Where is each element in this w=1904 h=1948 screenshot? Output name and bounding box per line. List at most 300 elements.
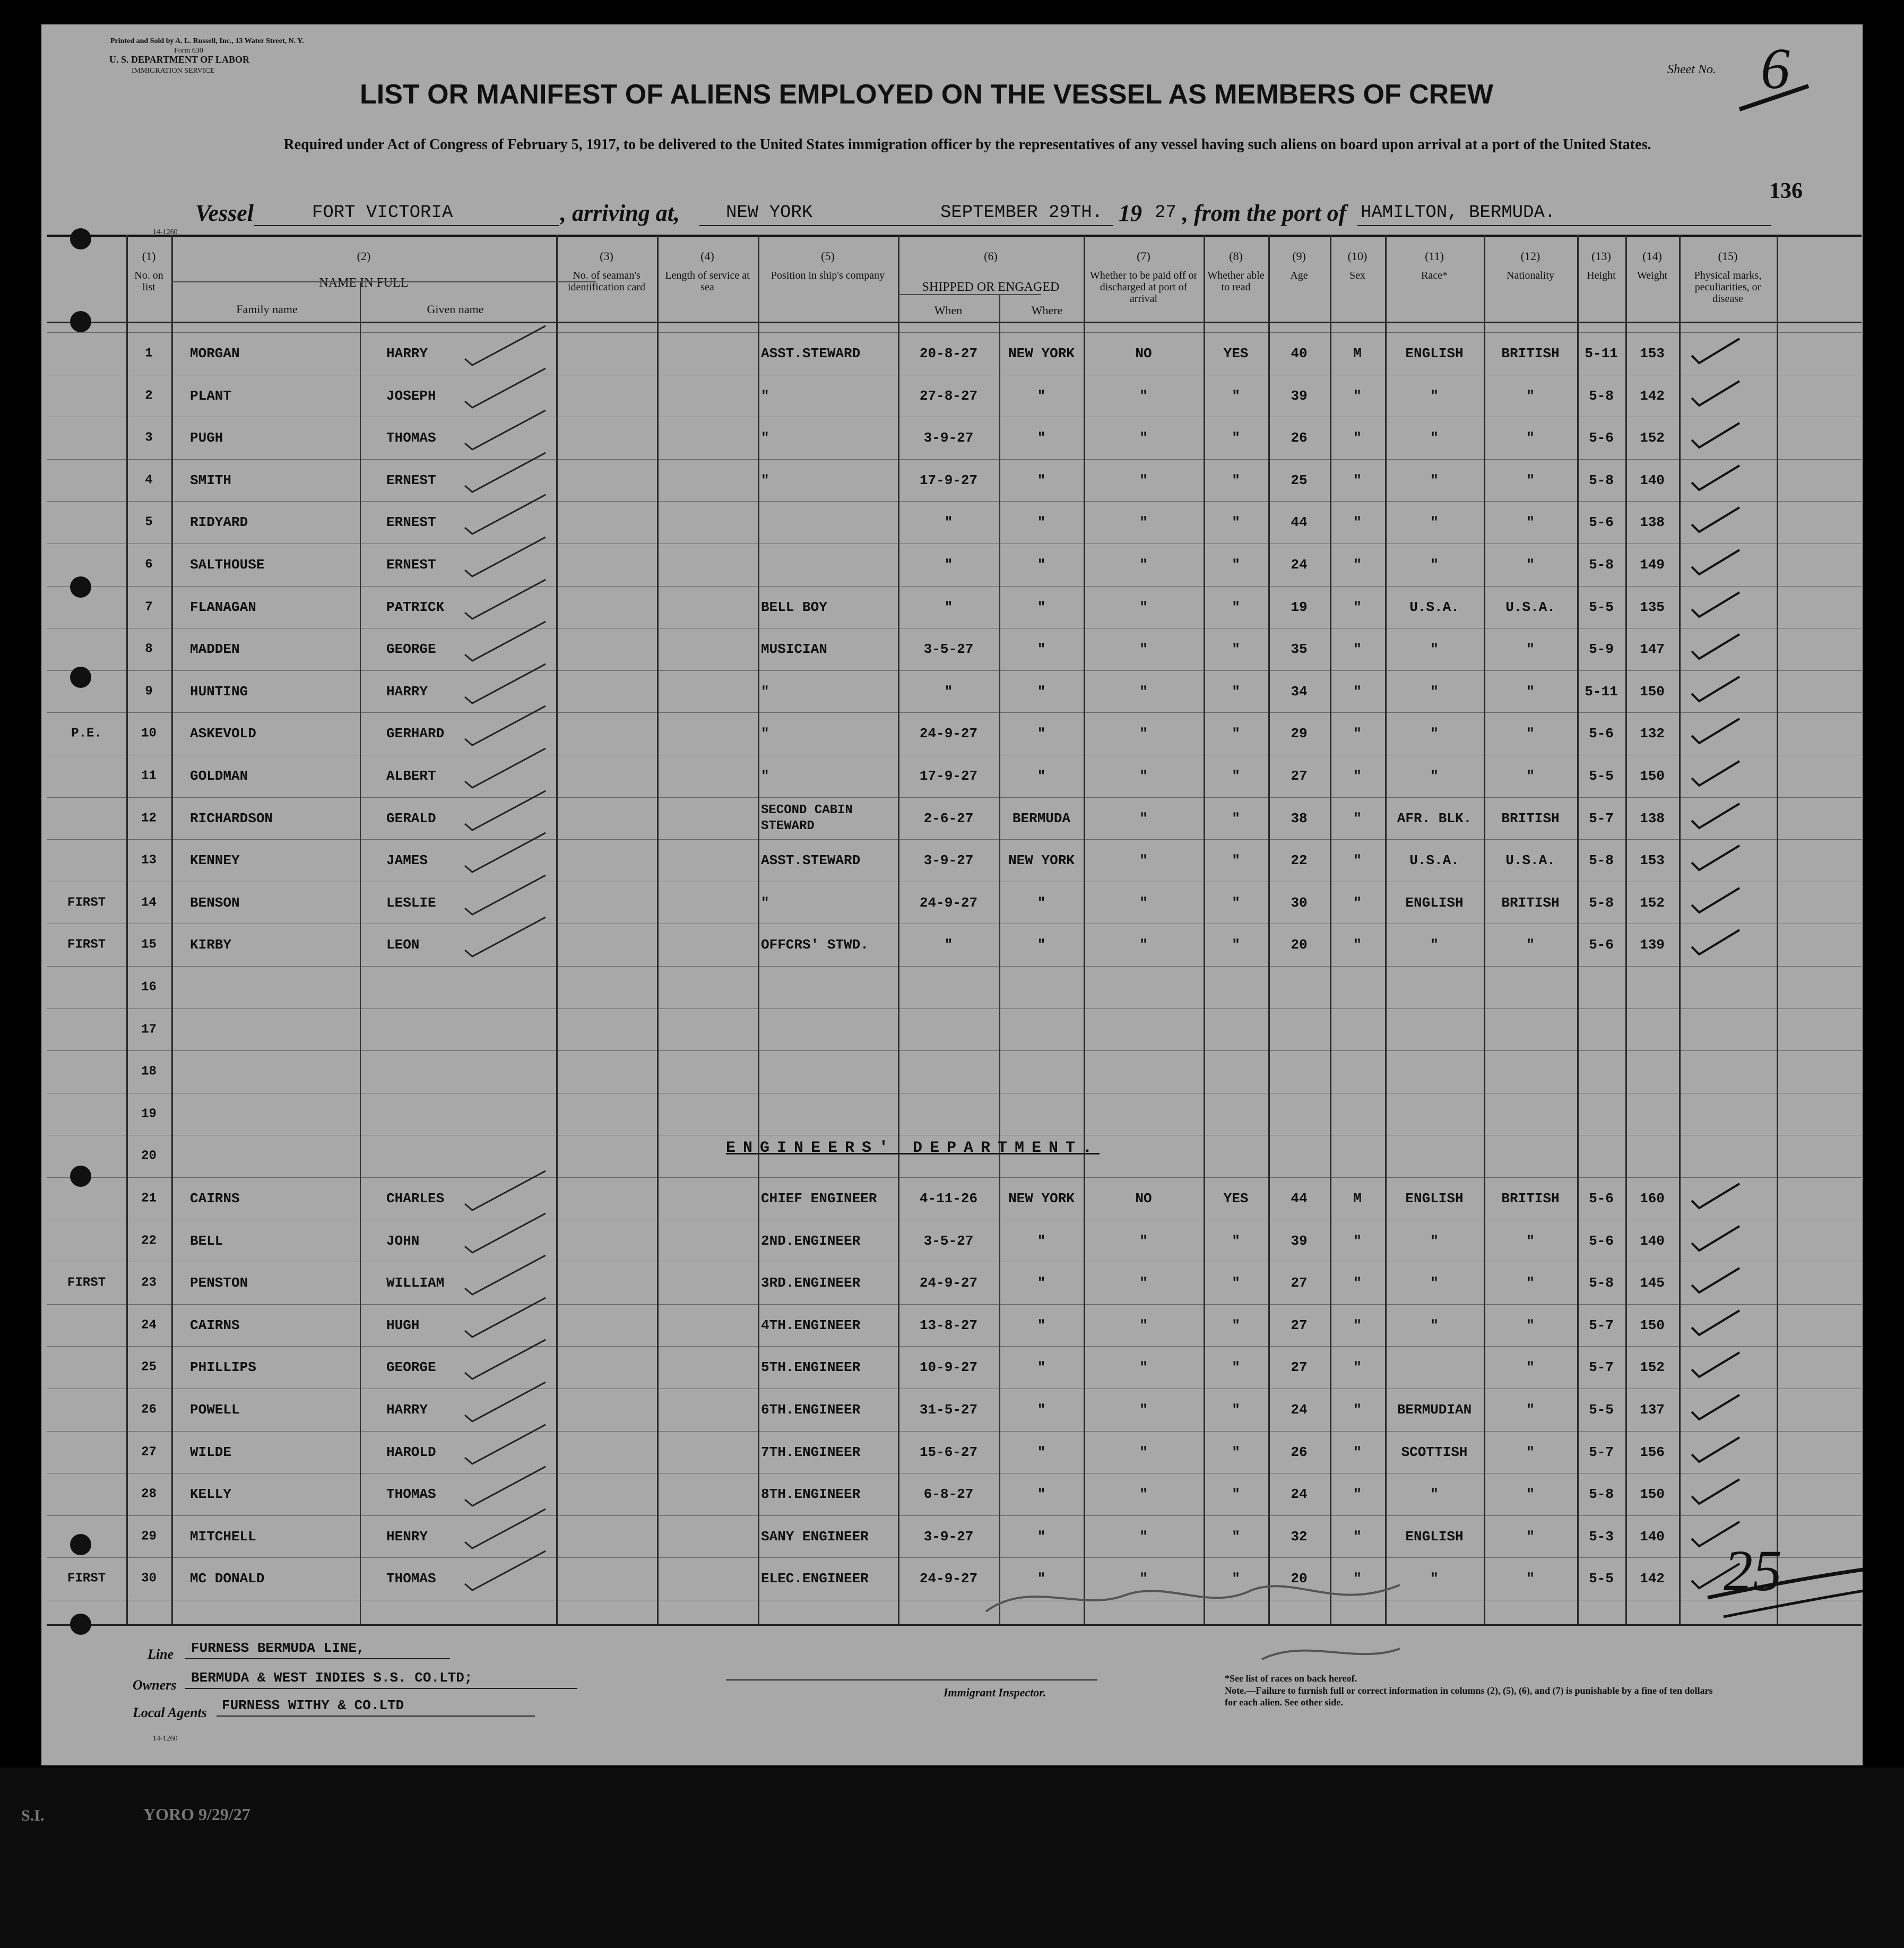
name-check-mark (461, 533, 551, 581)
cell-height: 5-6 (1589, 514, 1614, 531)
cell-nationality: " (1526, 1402, 1535, 1418)
cell-given: HARRY (386, 683, 428, 700)
cell-when: 15-6-27 (919, 1444, 978, 1460)
name-check-mark (461, 1251, 551, 1299)
cell-no: 27 (141, 1445, 157, 1460)
cell-no: 7 (145, 600, 153, 615)
cell-no: 2 (145, 389, 153, 403)
cell-age: 27 (1291, 1359, 1308, 1376)
cell-when: 13-8-27 (919, 1317, 978, 1333)
cell-given: THOMAS (386, 430, 436, 446)
cell-family: WILDE (190, 1444, 232, 1460)
cell-no: 1 (145, 346, 153, 361)
cell-given: THOMAS (386, 1571, 436, 1587)
name-check-mark (461, 449, 551, 496)
cell-family: GOLDMAN (190, 768, 248, 784)
cell-when: 6-8-27 (923, 1486, 974, 1503)
cell-given: PATRICK (386, 599, 445, 615)
cell-given: HUGH (386, 1317, 420, 1333)
cell-given: GEORGE (386, 641, 436, 658)
row-rule (47, 459, 1862, 460)
column-number: (10) (1347, 249, 1368, 263)
cell-race: ENGLISH (1405, 1191, 1464, 1206)
stamp-number: 136 (1769, 179, 1803, 203)
cell-sex: " (1353, 1232, 1362, 1249)
binder-hole (70, 1534, 91, 1555)
row-rule (47, 1515, 1862, 1516)
column-header: Race* (1421, 270, 1448, 281)
cell-paid: NO (1135, 1191, 1152, 1206)
cell-sex: " (1353, 1486, 1362, 1503)
check-mark (1681, 670, 1745, 708)
cell-age: 39 (1291, 1232, 1308, 1249)
cell-race: ENGLISH (1405, 346, 1464, 361)
cell-race: " (1430, 472, 1439, 488)
cell-weight: 153 (1640, 852, 1665, 869)
owners-value: BERMUDA & WEST INDIES S.S. CO.LTD; (191, 1670, 473, 1686)
cell-when: 3-5-27 (923, 641, 974, 658)
cell-height: 5-3 (1589, 1528, 1614, 1545)
row-rule (47, 839, 1862, 840)
cell-age: 22 (1291, 852, 1308, 869)
cell-margin: FIRST (67, 937, 106, 952)
cell-where: NEW YORK (1008, 852, 1075, 869)
cell-position: 6TH.ENGINEER (761, 1402, 861, 1418)
cell-height: 5-8 (1589, 1486, 1614, 1503)
column-header: NAME IN FULL (319, 276, 409, 290)
name-check-mark (461, 787, 551, 834)
cell-nationality: " (1526, 726, 1535, 742)
name-check-mark (461, 660, 551, 708)
column-number: (7) (1137, 249, 1150, 263)
cell-when: 17-9-27 (919, 768, 978, 784)
cell-family: MADDEN (190, 641, 240, 658)
cell-no: 17 (141, 1022, 157, 1037)
cell-weight: 147 (1640, 641, 1665, 658)
binder-hole (70, 576, 91, 598)
column-header: Height (1587, 270, 1616, 281)
cell-nationality: " (1526, 683, 1535, 700)
cell-read: " (1232, 1528, 1240, 1545)
subheader-given: Given name (427, 303, 484, 316)
cell-sex: " (1353, 1275, 1362, 1291)
cell-where: NEW YORK (1008, 1191, 1075, 1206)
cell-read: " (1232, 1444, 1240, 1460)
cell-when: 4-11-26 (919, 1191, 978, 1206)
cell-position: " (761, 683, 769, 700)
cell-paid: " (1139, 1571, 1148, 1587)
cell-when: 24-9-27 (919, 1571, 978, 1587)
cell-family: RIDYARD (190, 514, 248, 531)
name-check-mark (461, 1335, 551, 1383)
cell-given: LESLIE (386, 894, 436, 911)
column-number: (15) (1718, 249, 1738, 263)
cell-when: " (944, 557, 953, 573)
cell-where: " (1037, 683, 1046, 700)
cell-race: " (1430, 1232, 1439, 1249)
cell-family: MC DONALD (190, 1571, 265, 1587)
page-title: LIST OR MANIFEST OF ALIENS EMPLOYED ON THE VESSEL AS MEMBERS OF CREW (360, 79, 1493, 110)
cell-no: 16 (141, 980, 157, 995)
cell-age: 44 (1291, 514, 1308, 531)
cell-position: " (761, 430, 769, 446)
subheader-family: Family name (236, 303, 298, 316)
cell-age: 27 (1291, 1317, 1308, 1333)
cell-when: 2-6-27 (923, 810, 974, 826)
cell-weight: 153 (1640, 346, 1665, 361)
penalty-note: Note.—Failure to furnish full or correct information in columns (2), (5), (6), and (7) is punishable by a fine of ten dollars for each alien. See other side. (1225, 1685, 1713, 1708)
year-suffix: 27 (1155, 203, 1176, 223)
arriving-label: , arriving at, (560, 200, 680, 226)
name-check-mark (461, 1462, 551, 1510)
cell-age: 26 (1291, 1444, 1308, 1460)
cell-no: 20 (141, 1149, 157, 1163)
cell-weight: 145 (1640, 1275, 1665, 1291)
cell-when: " (944, 937, 953, 953)
sheet-label: Sheet No. (1667, 63, 1716, 76)
row-rule (47, 1431, 1862, 1432)
column-rule (556, 235, 558, 1624)
cell-read: " (1232, 1317, 1240, 1333)
cell-where: " (1037, 1275, 1046, 1291)
agents-label: Local Agents (133, 1705, 207, 1720)
cell-no: 28 (141, 1487, 157, 1502)
cell-sex: " (1353, 726, 1362, 742)
cell-position: " (761, 387, 769, 404)
cell-family: KELLY (190, 1486, 232, 1503)
column-header: Nationality (1507, 270, 1554, 281)
cell-height: 5-7 (1589, 810, 1614, 826)
inspector-signature (986, 1585, 1400, 1659)
cell-paid: " (1139, 894, 1148, 911)
cell-weight: 149 (1640, 557, 1665, 573)
inspector-label: Immigrant Inspector. (944, 1686, 1046, 1699)
cell-no: 13 (141, 853, 157, 868)
name-check-mark (461, 1505, 551, 1553)
cell-nationality: " (1526, 430, 1535, 446)
check-mark (1681, 882, 1745, 919)
section-heading: ENGINEERS' DEPARTMENT. (726, 1139, 1100, 1157)
cell-no: 18 (141, 1064, 157, 1079)
cell-no: 26 (141, 1402, 157, 1417)
cell-paid: " (1139, 726, 1148, 742)
cell-family: CAIRNS (190, 1317, 240, 1333)
cell-given: CHARLES (386, 1191, 445, 1206)
cell-age: 25 (1291, 472, 1308, 488)
cell-no: 9 (145, 684, 153, 699)
cell-where: " (1037, 894, 1046, 911)
cell-position: " (761, 472, 769, 488)
cell-sex: " (1353, 1444, 1362, 1460)
name-check-mark (461, 1167, 551, 1214)
film-bottom-strip (0, 1768, 1904, 1948)
column-number: (8) (1229, 249, 1243, 263)
check-mark (1681, 1557, 1745, 1594)
cell-no: 11 (141, 769, 157, 783)
name-check-mark (461, 913, 551, 961)
cell-paid: " (1139, 1232, 1148, 1249)
cell-paid: " (1139, 514, 1148, 531)
cell-no: 24 (141, 1318, 157, 1333)
cell-age: 27 (1291, 768, 1308, 784)
cell-read: " (1232, 514, 1240, 531)
column-number: (5) (821, 249, 835, 263)
cell-position: ASST.STEWARD (761, 346, 861, 361)
cell-read: " (1232, 683, 1240, 700)
cell-race: " (1430, 557, 1439, 573)
cell-height: 5-8 (1589, 1275, 1614, 1291)
cell-height: 5-8 (1589, 387, 1614, 404)
cell-family: BENSON (190, 894, 240, 911)
cell-race: ENGLISH (1405, 1528, 1464, 1545)
check-mark (1681, 417, 1745, 454)
cell-read: " (1232, 852, 1240, 869)
row-rule (47, 797, 1862, 798)
name-check-mark (461, 406, 551, 454)
column-rule (171, 235, 173, 1624)
check-mark (1681, 1220, 1745, 1257)
cell-paid: " (1139, 472, 1148, 488)
cell-read: " (1232, 1486, 1240, 1503)
cell-given: GEORGE (386, 1359, 436, 1376)
cell-given: HAROLD (386, 1444, 436, 1460)
cell-family: SMITH (190, 472, 232, 488)
column-number: (13) (1591, 249, 1611, 263)
binder-hole (70, 1614, 91, 1635)
cell-paid: " (1139, 1317, 1148, 1333)
cell-height: 5-6 (1589, 1232, 1614, 1249)
cell-paid: " (1139, 599, 1148, 615)
cell-weight: 140 (1640, 1232, 1665, 1249)
cell-given: WILLIAM (386, 1275, 445, 1291)
cell-sex: " (1353, 1528, 1362, 1545)
cell-sex: M (1353, 1191, 1362, 1206)
cell-position: " (761, 768, 769, 784)
column-number: (9) (1292, 249, 1306, 263)
cell-paid: NO (1135, 346, 1152, 361)
cell-given: JOSEPH (386, 387, 436, 404)
check-mark (1681, 712, 1745, 749)
cell-position: 3RD.ENGINEER (761, 1275, 861, 1291)
column-rule (1777, 235, 1778, 1624)
cell-no: 15 (141, 937, 157, 952)
cell-paid: " (1139, 1359, 1148, 1376)
from-label: , from the port of (1182, 200, 1347, 226)
cell-age: 24 (1291, 557, 1308, 573)
cell-read: " (1232, 726, 1240, 742)
service: IMMIGRATION SERVICE (132, 67, 215, 75)
row-rule (47, 1557, 1862, 1558)
name-check-mark (461, 871, 551, 919)
cell-given: JOHN (386, 1232, 420, 1249)
cell-age: 29 (1291, 726, 1308, 742)
agents-value: FURNESS WITHY & CO.LTD (222, 1697, 404, 1713)
cell-no: 19 (141, 1107, 157, 1122)
row-rule (47, 332, 1862, 333)
cell-height: 5-8 (1589, 894, 1614, 911)
cell-nationality: BRITISH (1501, 1191, 1560, 1206)
cell-nationality: " (1526, 1317, 1535, 1333)
cell-given: GERHARD (386, 726, 445, 742)
cell-given: JAMES (386, 852, 428, 869)
cell-no: 14 (141, 895, 157, 910)
column-rule (999, 294, 1000, 1624)
column-number: (14) (1642, 249, 1662, 263)
cell-paid: " (1139, 1486, 1148, 1503)
cell-read: " (1232, 472, 1240, 488)
races-note: *See list of races on back hereof. (1225, 1673, 1357, 1684)
check-mark (1681, 1389, 1745, 1426)
column-header: Age (1290, 270, 1308, 281)
cell-position: 5TH.ENGINEER (761, 1359, 861, 1376)
footer-form-code: 14-1260 (153, 1735, 178, 1743)
column-header: No. of seaman's identification card (567, 270, 646, 293)
cell-race: U.S.A. (1409, 599, 1459, 615)
cell-read: " (1232, 557, 1240, 573)
cell-no: 12 (141, 811, 157, 826)
cell-sex: " (1353, 387, 1362, 404)
cell-no: 30 (141, 1571, 157, 1586)
column-header: Sex (1349, 270, 1365, 281)
cell-height: 5-5 (1589, 1571, 1614, 1587)
row-rule (47, 670, 1862, 671)
printer-line: Printed and Sold by A. L. Russell, Inc., 13 Water Street, N. Y. (110, 37, 304, 45)
binder-hole (70, 667, 91, 688)
cell-height: 5-6 (1589, 726, 1614, 742)
cell-position: " (761, 726, 769, 742)
cell-weight: 150 (1640, 683, 1665, 700)
name-check-mark (461, 1547, 551, 1594)
cell-race: " (1430, 768, 1439, 784)
cell-family: MITCHELL (190, 1528, 256, 1545)
subtitle: Required under Act of Congress of February 5, 1917, to be delivered to the United States immigration officer by the representatives of any vessel having such aliens on board upon arrival at a port of the United States. (283, 136, 1651, 153)
cell-given: HARRY (386, 1402, 428, 1418)
cell-sex: M (1353, 346, 1362, 361)
cell-height: 5-11 (1585, 683, 1618, 700)
cell-read: " (1232, 810, 1240, 826)
cell-read: " (1232, 1232, 1240, 1249)
binder-hole (70, 228, 91, 249)
name-check-mark (461, 1420, 551, 1468)
cell-sex: " (1353, 472, 1362, 488)
manifest-sheet (41, 24, 1863, 1765)
cell-position: MUSICIAN (761, 641, 827, 658)
cell-age: 35 (1291, 641, 1308, 658)
cell-where: " (1037, 1232, 1046, 1249)
row-rule (47, 966, 1862, 967)
check-mark (1681, 1304, 1745, 1341)
cell-nationality: " (1526, 557, 1535, 573)
cell-when: 24-9-27 (919, 894, 978, 911)
cell-where: " (1037, 1402, 1046, 1418)
check-mark (1681, 1515, 1745, 1553)
cell-sex: " (1353, 1402, 1362, 1418)
column-rule (657, 235, 659, 1624)
cell-where: " (1037, 726, 1046, 742)
name-check-mark (461, 744, 551, 792)
cell-given: GERALD (386, 810, 436, 826)
cell-read: " (1232, 430, 1240, 446)
cell-paid: " (1139, 557, 1148, 573)
form-code-top: 14-1260 (153, 228, 178, 236)
line-value: FURNESS BERMUDA LINE, (191, 1640, 365, 1656)
cell-given: HENRY (386, 1528, 428, 1545)
line-label: Line (148, 1647, 174, 1662)
cell-family: PLANT (190, 387, 232, 404)
cell-paid: " (1139, 810, 1148, 826)
cell-given: THOMAS (386, 1486, 436, 1503)
cell-age: 26 (1291, 430, 1308, 446)
cell-no: 25 (141, 1360, 157, 1375)
cell-height: 5-9 (1589, 641, 1614, 658)
cell-nationality: U.S.A. (1505, 599, 1555, 615)
row-rule (47, 1177, 1862, 1178)
name-check-mark (461, 1378, 551, 1426)
cell-family: POWELL (190, 1402, 240, 1418)
cell-family: PENSTON (190, 1275, 248, 1291)
row-rule (47, 1304, 1862, 1305)
cell-when: 17-9-27 (919, 472, 978, 488)
column-header: Physical marks, peculiarities, or disease (1694, 270, 1762, 305)
check-mark (1681, 839, 1745, 876)
cell-race: " (1430, 430, 1439, 446)
cell-weight: 140 (1640, 1528, 1665, 1545)
cell-when: " (944, 683, 953, 700)
cell-when: 24-9-27 (919, 726, 978, 742)
cell-read: " (1232, 599, 1240, 615)
cell-nationality: BRITISH (1501, 810, 1560, 826)
cell-family: HUNTING (190, 683, 248, 700)
cell-height: 5-7 (1589, 1359, 1614, 1376)
cell-nationality: U.S.A. (1505, 852, 1555, 869)
cell-family: SALTHOUSE (190, 557, 265, 573)
row-rule (47, 501, 1862, 502)
check-mark (1681, 1473, 1745, 1510)
cell-read: " (1232, 1571, 1240, 1587)
check-mark (1681, 501, 1745, 538)
cell-weight: 138 (1640, 514, 1665, 531)
cell-family: FLANAGAN (190, 599, 256, 615)
cell-nationality: " (1526, 1275, 1535, 1291)
cell-when: " (944, 514, 953, 531)
cell-paid: " (1139, 683, 1148, 700)
cell-weight: 142 (1640, 387, 1665, 404)
cell-height: 5-5 (1589, 599, 1614, 615)
cell-weight: 142 (1640, 1571, 1665, 1587)
cell-read: " (1232, 768, 1240, 784)
column-header: No. on list (134, 270, 163, 293)
cell-no: 4 (145, 473, 153, 488)
cell-age: 34 (1291, 683, 1308, 700)
name-check-mark (461, 490, 551, 538)
cell-weight: 150 (1640, 1317, 1665, 1333)
cell-race: BERMUDIAN (1397, 1402, 1472, 1418)
cell-paid: " (1139, 1275, 1148, 1291)
check-mark (1681, 1177, 1745, 1214)
cell-family: PUGH (190, 430, 223, 446)
column-number: (6) (984, 249, 998, 263)
cell-nationality: " (1526, 641, 1535, 658)
column-number: (4) (700, 249, 714, 263)
cell-weight: 156 (1640, 1444, 1665, 1460)
cell-when: 3-9-27 (923, 852, 974, 869)
cell-height: 5-5 (1589, 768, 1614, 784)
cell-position: ELEC.ENGINEER (761, 1571, 869, 1587)
cell-age: 30 (1291, 894, 1308, 911)
cell-position: CHIEF ENGINEER (761, 1191, 877, 1206)
subheader-where: Where (1031, 304, 1063, 317)
cell-when: 27-8-27 (919, 387, 978, 404)
